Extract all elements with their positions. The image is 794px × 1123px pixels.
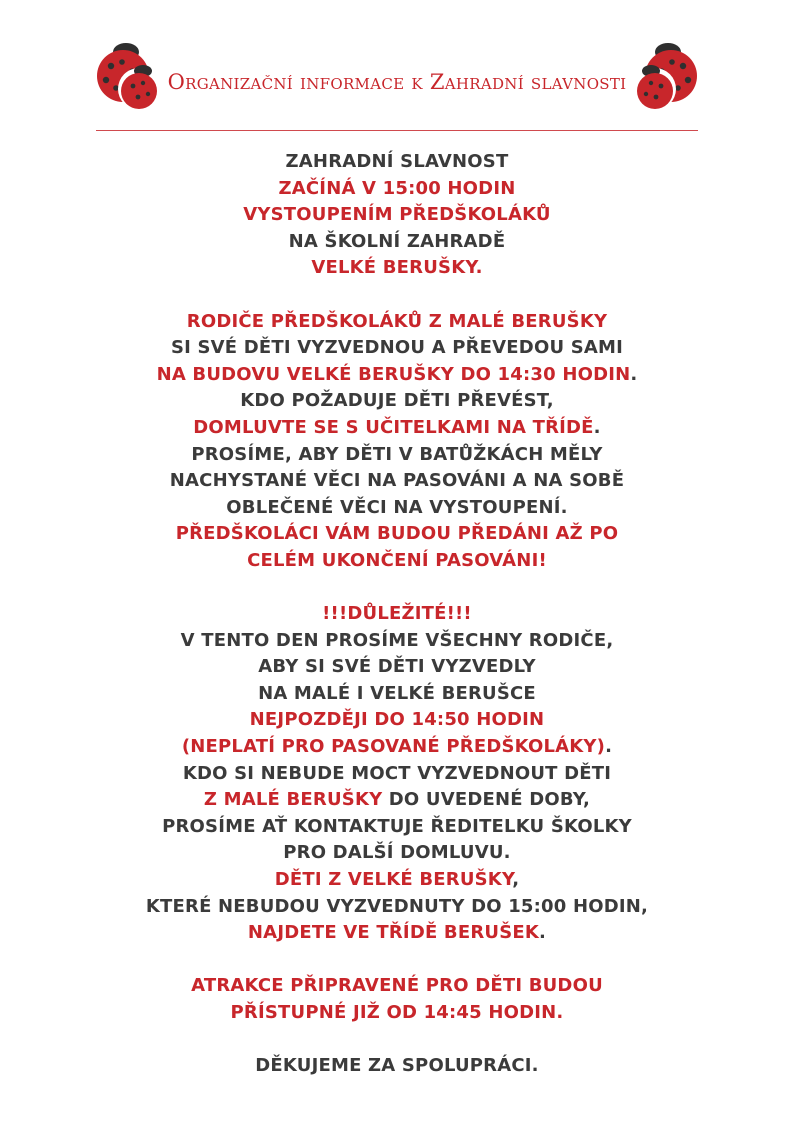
- highlighted-text: ATRAKCE PŘIPRAVENÉ PRO DĚTI BUDOU: [191, 975, 603, 997]
- text-line: [40, 309, 754, 336]
- text-line: [40, 867, 754, 894]
- body-text: KDO SI NEBUDE MOCT VYZVEDNOUT DĚTI: [182, 762, 612, 784]
- highlighted-text: RODIČE PŘEDŠKOLÁKŮ Z MALÉ BERUŠKY: [186, 310, 608, 332]
- text-line: [40, 335, 754, 362]
- text-line: [40, 149, 754, 176]
- body-text: DO UVEDENÉ DOBY,: [382, 789, 591, 811]
- body-text: SI SVÉ DĚTI VYZVEDNOU A PŘEVEDOU SAMI: [170, 337, 624, 359]
- text-line: [40, 1000, 754, 1027]
- highlighted-text: !!!DŮLEŽITÉ!!!: [322, 603, 472, 625]
- text-line: [40, 415, 754, 442]
- highlighted-text: VYSTOUPENÍM PŘEDŠKOLÁKŮ: [243, 204, 551, 226]
- body-text: NACHYSTANÉ VĚCI NA PASOVÁNI A NA SOBĚ: [169, 470, 625, 492]
- body-text: .: [539, 922, 547, 944]
- highlighted-text: CELÉM UKONČENÍ PASOVÁNI!: [247, 549, 547, 571]
- text-line: [40, 761, 754, 788]
- announcement-body: [40, 149, 754, 1080]
- highlighted-text: ZAČÍNÁ V 15:00 HODIN: [278, 177, 516, 199]
- body-text: .: [593, 416, 601, 438]
- body-text: KDO POŽADUJE DĚTI PŘEVÉST,: [240, 390, 554, 412]
- highlighted-text: NA BUDOVU VELKÉ BERUŠKY DO 14:30 HODIN: [156, 363, 631, 385]
- body-text: PROSÍME, ABY DĚTI V BATŮŽKÁCH MĚLY: [191, 443, 603, 465]
- header-divider: [96, 130, 698, 131]
- text-line: [40, 202, 754, 229]
- text-line: [40, 920, 754, 947]
- text-line: [40, 734, 754, 761]
- ladybug-icon: [96, 40, 158, 112]
- text-line: [40, 442, 754, 469]
- text-line: [40, 176, 754, 203]
- text-line: [40, 681, 754, 708]
- paragraph-gap: [40, 1027, 754, 1054]
- body-text: NA MALÉ I VELKÉ BERUŠCE: [258, 682, 536, 704]
- text-line: [40, 362, 754, 389]
- paragraph-gap: [40, 575, 754, 602]
- text-line: [40, 468, 754, 495]
- body-text: V TENTO DEN PROSÍME VŠECHNY RODIČE,: [180, 629, 614, 651]
- ladybug-icon: [636, 40, 698, 112]
- text-line: [40, 388, 754, 415]
- body-text: DĚKUJEME ZA SPOLUPRÁCI.: [255, 1055, 539, 1077]
- page-title: Organizační informace k Zahradní slavnosti: [167, 70, 627, 94]
- body-text: NA ŠKOLNÍ ZAHRADĚ: [288, 230, 506, 252]
- highlighted-text: Z MALÉ BERUŠKY: [203, 789, 383, 811]
- highlighted-text: DĚTI Z VELKÉ BERUŠKY: [274, 869, 513, 891]
- paragraph-gap: [40, 947, 754, 974]
- highlighted-text: PŘÍSTUPNÉ JIŽ OD 14:45 HODIN.: [230, 1002, 564, 1023]
- text-line: [40, 840, 754, 867]
- body-text: PROSÍME AŤ KONTAKTUJE ŘEDITELKU ŠKOLKY: [162, 815, 632, 837]
- highlighted-text: VELKÉ BERUŠKY.: [311, 257, 483, 279]
- body-text: OBLEČENÉ VĚCI NA VYSTOUPENÍ.: [226, 496, 568, 518]
- text-line: [40, 787, 754, 814]
- highlighted-text: (NEPLATÍ PRO PASOVANÉ PŘEDŠKOLÁKY): [181, 736, 606, 758]
- body-text: ,: [512, 869, 520, 891]
- highlighted-text: NAJDETE VE TŘÍDĚ BERUŠEK: [247, 922, 540, 944]
- page-header: [96, 40, 698, 132]
- text-line: [40, 973, 754, 1000]
- body-text: ABY SI SVÉ DĚTI VYZVEDLY: [258, 656, 536, 678]
- body-text: .: [630, 363, 638, 385]
- text-line: [40, 255, 754, 282]
- text-line: [40, 521, 754, 548]
- text-line: [40, 1053, 754, 1080]
- text-line: [40, 707, 754, 734]
- text-line: [40, 814, 754, 841]
- text-line: [40, 894, 754, 921]
- text-line: [40, 229, 754, 256]
- body-text: .: [605, 736, 613, 758]
- text-line: [40, 601, 754, 628]
- paragraph-gap: [40, 282, 754, 309]
- text-line: [40, 495, 754, 522]
- body-text: PRO DALŠÍ DOMLUVU.: [283, 842, 511, 864]
- highlighted-text: DOMLUVTE SE S UČITELKAMI NA TŘÍDĚ: [193, 416, 594, 438]
- body-text: ZAHRADNÍ SLAVNOST: [285, 151, 509, 172]
- highlighted-text: NEJPOZDĚJI DO 14:50 HODIN: [249, 709, 545, 731]
- text-line: [40, 628, 754, 655]
- text-line: [40, 548, 754, 575]
- body-text: KTERÉ NEBUDOU VYZVEDNUTY DO 15:00 HODIN,: [145, 895, 649, 917]
- text-line: [40, 654, 754, 681]
- highlighted-text: PŘEDŠKOLÁCI VÁM BUDOU PŘEDÁNI AŽ PO: [175, 523, 619, 545]
